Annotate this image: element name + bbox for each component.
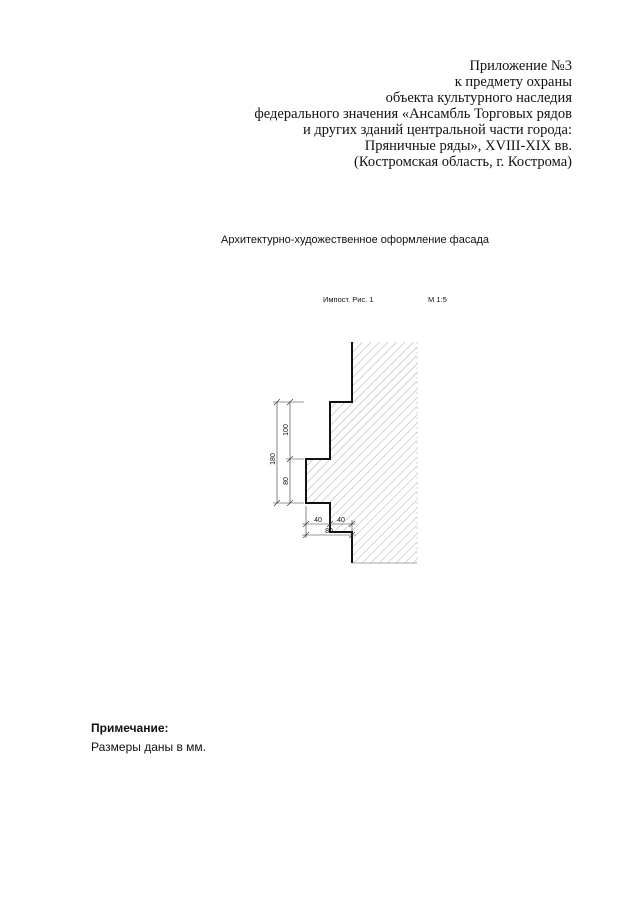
header-line: объекта культурного наследия [385,90,572,106]
dim-step-width-1: 40 [314,517,322,524]
dim-step-width-2: 40 [337,517,345,524]
section-title: Архитектурно-художественное оформление фасада [220,234,489,246]
note-title: Примечание: [91,721,169,735]
header-line: федерального значения «Ансамбль Торговых рядов [254,106,572,122]
header-line: и других зданий центральной части города: [302,122,572,138]
dim-lower-step: 80 [283,477,290,485]
header-line: к предмету охраны [454,74,572,90]
header-line: (Костромская область, г. Кострома) [354,154,572,170]
hatched-section [300,340,420,566]
note-text: Размеры даны в мм. [91,740,207,754]
figure-scale: М 1:5 [428,295,447,304]
dim-upper-step: 100 [283,424,290,436]
figure-caption: Импост. Рис. 1 [323,295,374,304]
header-line: Приложение №3 [469,58,572,74]
dim-total-width: 80 [325,528,333,535]
header-line: Пряничные ряды», XVIII-XIX вв. [364,138,572,154]
vertical-dimensions [273,399,304,506]
dim-total-height: 180 [270,453,277,465]
